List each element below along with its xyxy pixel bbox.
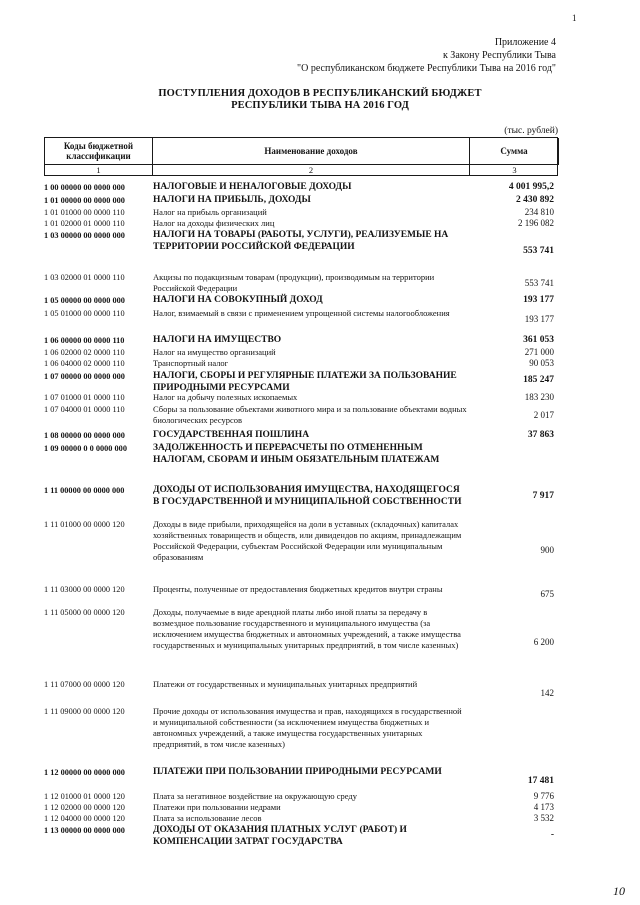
classification-code: 1 12 00000 00 0000 000 <box>44 768 125 777</box>
revenue-amount: 185 247 <box>523 375 554 385</box>
classification-code: 1 01 00000 00 0000 000 <box>44 196 125 205</box>
classification-code: 1 11 00000 00 0000 000 <box>44 486 125 495</box>
revenue-amount: 2 430 892 <box>516 195 554 205</box>
classification-code: 1 00 00000 00 0000 000 <box>44 183 125 192</box>
classification-code: 1 03 02000 01 0000 110 <box>44 273 125 282</box>
revenue-amount: 2 196 082 <box>518 218 554 228</box>
revenue-name: НАЛОГИ НА ТОВАРЫ (РАБОТЫ, УСЛУГИ), РЕАЛИЗУЕМЫЕ НА ТЕРРИТОРИИ РОССИЙСКОЙ ФЕДЕРАЦИИ <box>153 230 449 252</box>
classification-code: 1 06 02000 02 0000 110 <box>44 348 125 357</box>
classification-code: 1 07 00000 00 0000 000 <box>44 372 125 381</box>
revenue-amount: - <box>550 830 554 840</box>
revenue-amount: 900 <box>540 545 554 555</box>
classification-code: 1 11 01000 00 0000 120 <box>44 520 125 529</box>
column-number: 2 <box>153 165 470 175</box>
revenue-amount: 271 000 <box>524 347 554 357</box>
revenue-name: Налог на добычу полезных ископаемых <box>153 392 298 402</box>
classification-code: 1 05 01000 00 0000 110 <box>44 309 125 318</box>
classification-code: 1 12 02000 00 0000 120 <box>44 803 125 812</box>
revenue-amount: 4 173 <box>533 802 554 812</box>
revenue-name: НАЛОГИ, СБОРЫ И РЕГУЛЯРНЫЕ ПЛАТЕЖИ ЗА ПОЛЬЗОВАНИЕ ПРИРОДНЫМИ РЕСУРСАМИ <box>153 371 457 393</box>
revenue-amount: 553 741 <box>523 246 554 256</box>
revenue-name: НАЛОГИ НА ИМУЩЕСТВО <box>153 335 282 345</box>
revenue-name: Доходы в виде прибыли, приходящейся на доли в уставных (складочных) капиталах хозяйственных товариществ и обществ, или дивидендов по акциям, принадлежащим Российской Федерации, субъектам Российской Федерации или муниципальным образованиям <box>153 519 462 562</box>
revenue-amount: 9 776 <box>533 791 554 801</box>
revenue-name: ГОСУДАРСТВЕННАЯ ПОШЛИНА <box>153 430 310 440</box>
column-number: 1 <box>45 165 153 175</box>
revenue-name: НАЛОГИ НА ПРИБЫЛЬ, ДОХОДЫ <box>153 195 311 205</box>
revenue-amount: 17 481 <box>527 776 554 786</box>
classification-code: 1 05 00000 00 0000 000 <box>44 296 125 305</box>
revenue-name: ДОХОДЫ ОТ ИСПОЛЬЗОВАНИЯ ИМУЩЕСТВА, НАХОДЯЩЕГОСЯ В ГОСУДАРСТВЕННОЙ И МУНИЦИПАЛЬНОЙ СОБСТВЕННОСТИ <box>153 485 462 507</box>
classification-code: 1 11 03000 00 0000 120 <box>44 585 125 594</box>
revenue-amount: 142 <box>540 688 554 698</box>
classification-code: 1 06 04000 02 0000 110 <box>44 359 125 368</box>
revenue-amount: 90 053 <box>529 358 554 368</box>
classification-code: 1 12 04000 00 0000 120 <box>44 814 125 823</box>
revenue-name: Транспортный налог <box>153 358 229 368</box>
revenue-name: Платежи от государственных и муниципальных унитарных предприятий <box>153 679 418 689</box>
classification-code: 1 13 00000 00 0000 000 <box>44 826 125 835</box>
appendix-line: Приложение 4 <box>494 37 556 48</box>
appendix-note <box>297 36 556 75</box>
revenue-name: Платежи при пользовании недрами <box>153 802 281 812</box>
header-sum: Сумма <box>470 138 559 165</box>
revenue-name: Налог на доходы физических лиц <box>153 218 275 228</box>
units-label: (тыс. рублей) <box>504 126 558 136</box>
classification-code: 1 11 05000 00 0000 120 <box>44 608 125 617</box>
revenue-amount: 553 741 <box>524 278 554 288</box>
table-header <box>44 137 558 176</box>
classification-code: 1 12 01000 01 0000 120 <box>44 792 125 801</box>
appendix-line: "О республиканском бюджете Республики Тыва на 2016 год" <box>297 63 556 74</box>
appendix-line: к Закону Республики Тыва <box>442 50 556 61</box>
revenue-name: Плата за негативное воздействие на окружающую среду <box>153 791 357 801</box>
classification-code: 1 03 00000 00 0000 000 <box>44 231 125 240</box>
revenue-name: Проценты, полученные от предоставления бюджетных кредитов внутри страны <box>153 584 443 594</box>
header-name: Наименование доходов <box>153 138 470 165</box>
revenue-amount: 234 810 <box>524 207 554 217</box>
revenue-name: Доходы, получаемые в виде арендной платы либо иной платы за передачу в возмездное пользование государственного и муниципального имущества (за исключением имущества бюджетных и автономных учреждений, а также имущества государственных и муниципальных унитарных предприятий, в том числе казенных) <box>153 607 461 650</box>
classification-code: 1 01 01000 00 0000 110 <box>44 208 125 217</box>
revenue-name: Плата за использование лесов <box>153 813 262 823</box>
header-codes: Коды бюджетной классификации <box>45 138 153 165</box>
classification-code: 1 09 00000 0 0 0000 000 <box>44 444 127 453</box>
classification-code: 1 01 02000 01 0000 110 <box>44 219 125 228</box>
revenue-amount: 193 177 <box>524 314 554 324</box>
document-title-line: РЕСПУБЛИКИ ТЫВА НА 2016 ГОД <box>231 100 409 111</box>
revenue-amount: 4 001 995,2 <box>508 182 554 192</box>
revenue-amount: 361 053 <box>523 335 554 345</box>
revenue-amount: 675 <box>540 589 554 599</box>
revenue-name: Налог, взимаемый в связи с применением упрощенной системы налогообложения <box>153 308 450 318</box>
revenue-name: ЗАДОЛЖЕННОСТЬ И ПЕРЕРАСЧЕТЫ ПО ОТМЕНЕННЫМ НАЛОГАМ, СБОРАМ И ИНЫМ ОБЯЗАТЕЛЬНЫМ ПЛАТЕЖАМ <box>153 443 440 465</box>
revenue-name: НАЛОГОВЫЕ И НЕНАЛОГОВЫЕ ДОХОДЫ <box>153 182 352 192</box>
document-title <box>0 88 640 112</box>
revenue-name: НАЛОГИ НА СОВОКУПНЫЙ ДОХОД <box>153 295 323 305</box>
revenue-name: Акцизы по подакцизным товарам (продукции), производимым на территории Российской Федерации <box>153 272 435 293</box>
revenue-amount: 2 017 <box>533 410 554 420</box>
handwritten-page-mark: 10 <box>613 884 625 898</box>
revenue-amount: 37 863 <box>527 430 554 440</box>
revenue-name: ДОХОДЫ ОТ ОКАЗАНИЯ ПЛАТНЫХ УСЛУГ (РАБОТ) И КОМПЕНСАЦИИ ЗАТРАТ ГОСУДАРСТВА <box>153 825 407 847</box>
column-number: 3 <box>512 165 517 175</box>
classification-code: 1 06 00000 00 0000 110 <box>44 336 125 345</box>
revenue-amount: 7 917 <box>532 491 554 501</box>
revenue-name: Сборы за пользование объектами животного мира и за пользование объектами водных биологических ресурсов <box>153 404 467 425</box>
revenue-amount: 183 230 <box>524 392 554 402</box>
classification-code: 1 07 01000 01 0000 110 <box>44 393 125 402</box>
revenue-amount: 3 532 <box>533 813 554 823</box>
revenue-name: ПЛАТЕЖИ ПРИ ПОЛЬЗОВАНИИ ПРИРОДНЫМИ РЕСУРСАМИ <box>153 767 442 777</box>
classification-code: 1 07 04000 01 0000 110 <box>44 405 125 414</box>
page-number: 1 <box>572 13 577 23</box>
revenue-name: Налог на прибыль организаций <box>153 207 267 217</box>
classification-code: 1 11 07000 00 0000 120 <box>44 680 125 689</box>
revenue-name: Налог на имущество организаций <box>153 347 276 357</box>
revenue-amount: 193 177 <box>523 295 554 305</box>
revenue-name: Прочие доходы от использования имущества и прав, находящихся в государственной и муниципальной собственности (за исключением имущества бюджетных и автономных учреждений, а также имущества государственных унитарных предприятий, в том числе казенных) <box>153 706 462 749</box>
classification-code: 1 11 09000 00 0000 120 <box>44 707 125 716</box>
document-title-line: ПОСТУПЛЕНИЯ ДОХОДОВ В РЕСПУБЛИКАНСКИЙ БЮДЖЕТ <box>158 88 482 99</box>
revenue-amount: 6 200 <box>533 637 554 647</box>
classification-code: 1 08 00000 00 0000 000 <box>44 431 125 440</box>
